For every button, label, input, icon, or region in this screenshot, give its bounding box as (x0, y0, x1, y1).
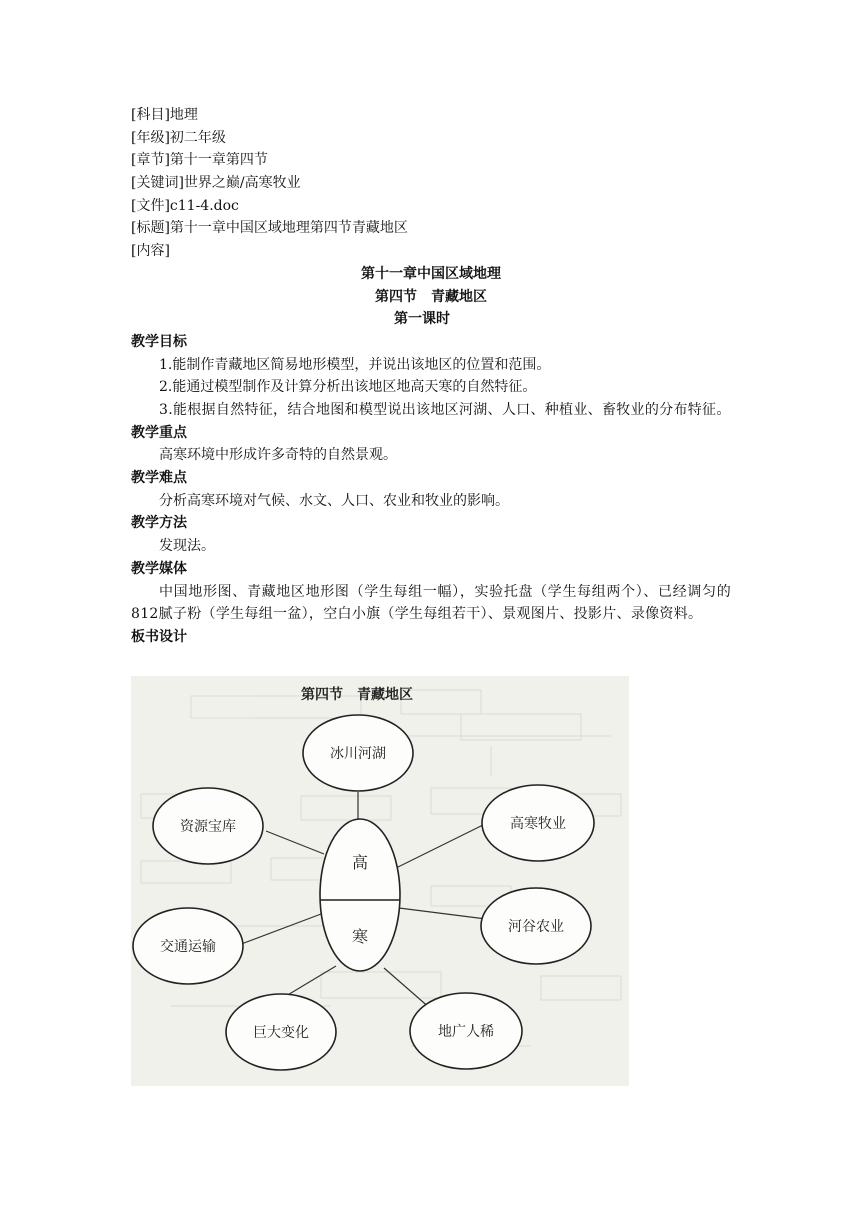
svg-text:巨大变化: 巨大变化 (253, 1025, 309, 1041)
board-heading: 板书设计 (131, 628, 187, 645)
svg-text:冰川河湖: 冰川河湖 (330, 746, 386, 762)
node-resource-treasury (153, 788, 263, 864)
meta-chapter: [章节]第十一章第四节 (131, 152, 268, 169)
center-oval (320, 819, 400, 971)
svg-text:河谷农业: 河谷农业 (508, 919, 564, 935)
method-heading: 教学方法 (131, 515, 187, 532)
node-great-changes (226, 994, 336, 1070)
goals-heading: 教学目标 (131, 333, 187, 350)
meta-subject: [科目]地理 (131, 107, 198, 123)
meta-title: [标题]第十一章中国区域地理第四节青藏地区 (131, 220, 408, 237)
meta-grade: [年级]初二年级 (131, 129, 226, 146)
center-label-cold: 寒 (351, 927, 369, 946)
media-heading: 教学媒体 (131, 560, 187, 577)
svg-text:地广人稀: 地广人稀 (438, 1024, 494, 1040)
meta-content: [内容] (131, 243, 170, 260)
goal-item-1: 1.能制作青藏地区简易地形模型，并说出该地区的位置和范围。 (159, 356, 551, 373)
node-glacier-lakes (303, 715, 413, 791)
board-diagram-figure (131, 676, 629, 1086)
key-points-heading: 教学重点 (131, 424, 187, 441)
node-transportation (133, 908, 243, 984)
media-text: 中国地形图、青藏地区地形图（学生每组一幅），实验托盘（学生每组两个）、已经调匀的812腻子粉（学生每组一盆），空白小旗（学生每组若干）、景观图片、投影片、录像资料。 (131, 583, 731, 623)
difficulties-text: 分析高寒环境对气候、水文、人口、农业和牧业的影响。 (159, 492, 509, 509)
svg-text:高寒牧业: 高寒牧业 (510, 816, 566, 832)
document-body (131, 104, 731, 649)
method-text: 发现法。 (159, 538, 215, 555)
meta-file: [文件]c11-4.doc (131, 197, 239, 214)
svg-text:交通运输: 交通运输 (160, 939, 216, 955)
diagram-title: 第四节 青藏地区 (301, 687, 413, 703)
section-title: 第四节 青藏地区 (375, 288, 487, 305)
svg-text:资源宝库: 资源宝库 (180, 819, 236, 835)
center-label-high: 高 (351, 853, 369, 872)
lesson-title: 第一课时 (394, 311, 450, 328)
meta-keywords: [关键词]世界之巅/高寒牧业 (131, 175, 301, 192)
node-alpine-pastoral (482, 785, 594, 861)
chapter-title: 第十一章中国区域地理 (361, 265, 501, 282)
node-valley-agriculture (481, 888, 591, 964)
meta-block (131, 104, 731, 263)
goal-item-2: 2.能通过模型制作及计算分析出该地区地高天寒的自然特征。 (159, 379, 537, 396)
node-vast-sparse (410, 993, 522, 1069)
difficulties-heading: 教学难点 (131, 470, 187, 487)
key-points-text: 高寒环境中形成许多奇特的自然景观。 (159, 447, 397, 464)
board-diagram (131, 676, 629, 1086)
goal-item-3: 3.能根据自然特征，结合地图和模型说出该地区河湖、人口、种植业、畜牧业的分布特征。 (159, 401, 731, 418)
